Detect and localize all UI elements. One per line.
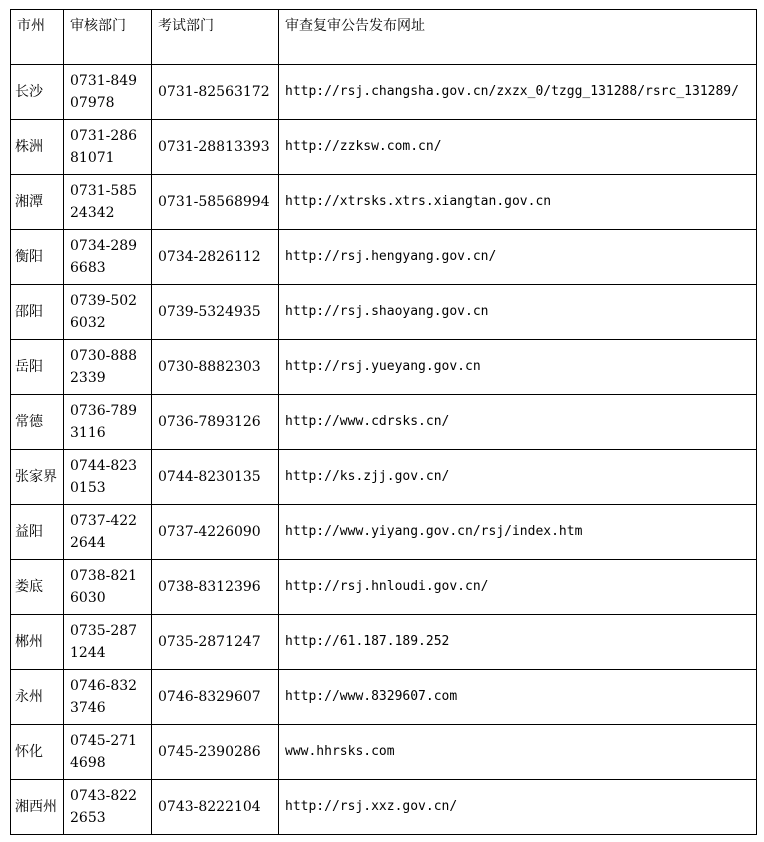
table-row [11,285,757,340]
notice-url-cell: http://zzksw.com.cn/ [279,120,757,175]
city-cell: 永州 [11,670,64,725]
exam-phone-cell: 0735-2871247 [152,615,279,670]
notice-url-cell: http://61.187.189.252 [279,615,757,670]
review-phone-cell: 0744-8230153 [64,450,152,505]
review-phone-cell: 0746-8323746 [64,670,152,725]
header-city: 市州 [11,10,64,65]
city-cell: 衡阳 [11,230,64,285]
table-row [11,120,757,175]
table-row [11,230,757,285]
table-row [11,780,757,835]
notice-url-cell: http://www.cdrsks.cn/ [279,395,757,450]
notice-url-cell: www.hhrsks.com [279,725,757,780]
table-row [11,450,757,505]
city-cell: 益阳 [11,505,64,560]
contact-table [10,9,757,835]
exam-phone-cell: 0743-8222104 [152,780,279,835]
table-row [11,175,757,230]
exam-phone-cell: 0734-2826112 [152,230,279,285]
table-row [11,340,757,395]
exam-phone-cell: 0744-8230135 [152,450,279,505]
notice-url-cell: http://xtrsks.xtrs.xiangtan.gov.cn [279,175,757,230]
review-phone-cell: 0730-8882339 [64,340,152,395]
review-phone-cell: 0739-5026032 [64,285,152,340]
review-phone-cell: 0731-28681071 [64,120,152,175]
notice-url-cell: http://rsj.yueyang.gov.cn [279,340,757,395]
notice-url-cell: http://rsj.hengyang.gov.cn/ [279,230,757,285]
review-phone-cell: 0735-2871244 [64,615,152,670]
review-phone-cell: 0743-8222653 [64,780,152,835]
review-phone-cell: 0736-7893116 [64,395,152,450]
exam-phone-cell: 0731-58568994 [152,175,279,230]
table-row [11,395,757,450]
header-exam-dept: 考试部门 [152,10,279,65]
exam-phone-cell: 0739-5324935 [152,285,279,340]
review-phone-cell: 0738-8216030 [64,560,152,615]
exam-phone-cell: 0737-4226090 [152,505,279,560]
exam-phone-cell: 0745-2390286 [152,725,279,780]
exam-phone-cell: 0738-8312396 [152,560,279,615]
table-row [11,670,757,725]
city-cell: 长沙 [11,65,64,120]
table-row [11,615,757,670]
exam-phone-cell: 0731-82563172 [152,65,279,120]
city-cell: 娄底 [11,560,64,615]
city-cell: 张家界 [11,450,64,505]
notice-url-cell: http://www.yiyang.gov.cn/rsj/index.htm [279,505,757,560]
city-cell: 湘潭 [11,175,64,230]
city-cell: 邵阳 [11,285,64,340]
exam-phone-cell: 0736-7893126 [152,395,279,450]
city-cell: 常德 [11,395,64,450]
review-phone-cell: 0745-2714698 [64,725,152,780]
city-cell: 郴州 [11,615,64,670]
exam-phone-cell: 0730-8882303 [152,340,279,395]
notice-url-cell: http://rsj.shaoyang.gov.cn [279,285,757,340]
notice-url-cell: http://rsj.hnloudi.gov.cn/ [279,560,757,615]
review-phone-cell: 0731-84907978 [64,65,152,120]
header-review-dept: 审核部门 [64,10,152,65]
notice-url-cell: http://www.8329607.com [279,670,757,725]
notice-url-cell: http://ks.zjj.gov.cn/ [279,450,757,505]
exam-phone-cell: 0746-8329607 [152,670,279,725]
table-row [11,725,757,780]
review-phone-cell: 0731-58524342 [64,175,152,230]
city-cell: 岳阳 [11,340,64,395]
review-phone-cell: 0734-2896683 [64,230,152,285]
notice-url-cell: http://rsj.changsha.gov.cn/zxzx_0/tzgg_131288/rsrc_131289/ [279,65,757,120]
table-row [11,560,757,615]
table-row [11,65,757,120]
header-notice-url: 审查复审公告发布网址 [279,10,757,65]
review-phone-cell: 0737-4222644 [64,505,152,560]
city-cell: 株洲 [11,120,64,175]
city-cell: 湘西州 [11,780,64,835]
exam-phone-cell: 0731-28813393 [152,120,279,175]
table-header-row [11,10,757,65]
table-row [11,505,757,560]
city-cell: 怀化 [11,725,64,780]
notice-url-cell: http://rsj.xxz.gov.cn/ [279,780,757,835]
